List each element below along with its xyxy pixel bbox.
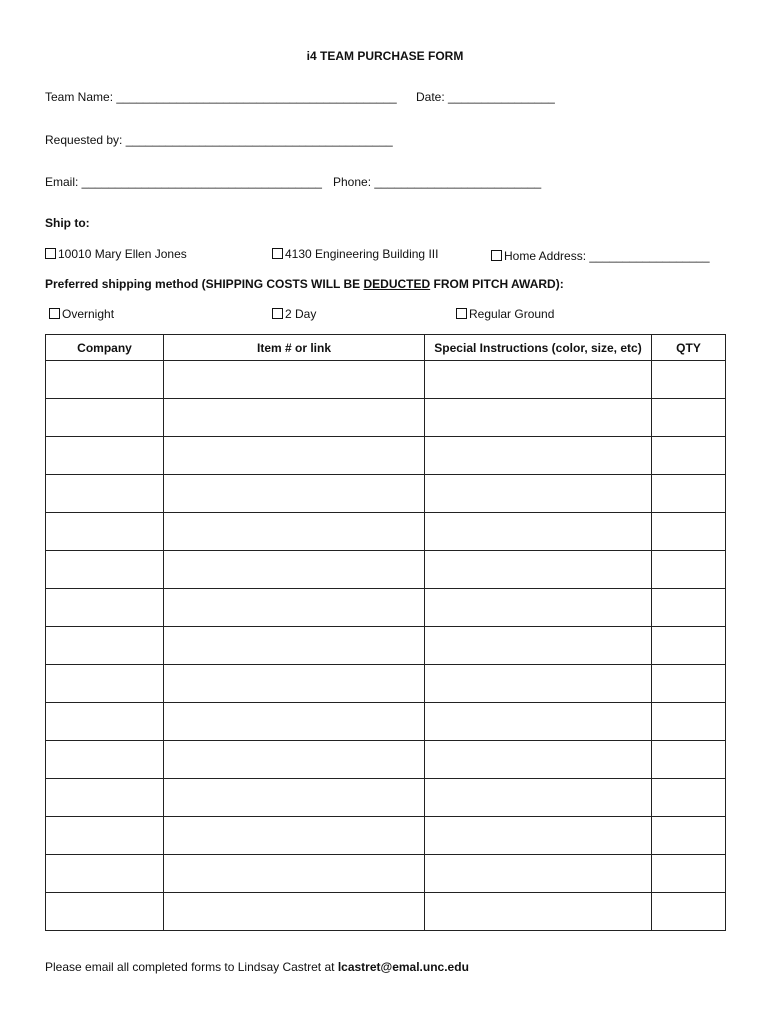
shipping-method-suffix: FROM PITCH AWARD): xyxy=(430,277,564,291)
table-row xyxy=(46,589,726,627)
footer-email-link[interactable]: lcastret@emal.unc.edu xyxy=(337,960,469,974)
instructions-cell[interactable] xyxy=(425,665,652,703)
requested-by-field[interactable]: Requested by: ________________________________________ xyxy=(45,133,393,147)
checkbox-icon[interactable] xyxy=(45,248,56,259)
purchase-items-table xyxy=(45,334,726,931)
table-row xyxy=(46,513,726,551)
column-header-company: Company xyxy=(46,335,164,361)
item-cell[interactable] xyxy=(164,817,425,855)
qty-cell[interactable] xyxy=(652,361,726,399)
qty-cell[interactable] xyxy=(652,475,726,513)
qty-cell[interactable] xyxy=(652,893,726,931)
instructions-cell[interactable] xyxy=(425,627,652,665)
item-cell[interactable] xyxy=(164,627,425,665)
instructions-cell[interactable] xyxy=(425,589,652,627)
team-name-field[interactable]: Team Name: __________________________________________ xyxy=(45,90,397,104)
table-row xyxy=(46,475,726,513)
instructions-cell[interactable] xyxy=(425,817,652,855)
checkbox-icon[interactable] xyxy=(49,308,60,319)
company-cell[interactable] xyxy=(46,741,164,779)
checkbox-icon[interactable] xyxy=(272,248,283,259)
company-cell[interactable] xyxy=(46,551,164,589)
ship-option-label: 10010 Mary Ellen Jones xyxy=(58,247,187,261)
instructions-cell[interactable] xyxy=(425,893,652,931)
ship-option-home-address[interactable] xyxy=(491,249,710,263)
qty-cell[interactable] xyxy=(652,855,726,893)
checkbox-icon[interactable] xyxy=(491,250,502,261)
shipping-option-regular-ground[interactable] xyxy=(456,307,554,321)
qty-cell[interactable] xyxy=(652,665,726,703)
company-cell[interactable] xyxy=(46,475,164,513)
company-cell[interactable] xyxy=(46,627,164,665)
qty-cell[interactable] xyxy=(652,817,726,855)
table-header-row xyxy=(46,335,726,361)
checkbox-icon[interactable] xyxy=(272,308,283,319)
shipping-method-prefix: Preferred shipping method (SHIPPING COSTS WILL BE xyxy=(45,277,364,291)
shipping-option-overnight[interactable] xyxy=(49,307,114,321)
footer-text: Please email all completed forms to Lindsay Castret at xyxy=(45,960,338,974)
item-cell[interactable] xyxy=(164,665,425,703)
shipping-option-label: 2 Day xyxy=(285,307,317,321)
company-cell[interactable] xyxy=(46,399,164,437)
ship-option-label: 4130 Engineering Building III xyxy=(285,247,439,261)
qty-cell[interactable] xyxy=(652,627,726,665)
qty-cell[interactable] xyxy=(652,741,726,779)
ship-option-mary-ellen-jones[interactable] xyxy=(45,247,187,261)
qty-cell[interactable] xyxy=(652,513,726,551)
qty-cell[interactable] xyxy=(652,437,726,475)
email-field[interactable]: Email: ____________________________________ xyxy=(45,175,322,189)
table-row xyxy=(46,779,726,817)
instructions-cell[interactable] xyxy=(425,399,652,437)
table-row xyxy=(46,703,726,741)
table-row xyxy=(46,627,726,665)
checkbox-icon[interactable] xyxy=(456,308,467,319)
form-title: i4 TEAM PURCHASE FORM xyxy=(306,49,464,63)
qty-cell[interactable] xyxy=(652,589,726,627)
ship-option-label: Home Address: __________________ xyxy=(504,249,710,263)
column-header-item: Item # or link xyxy=(164,335,425,361)
company-cell[interactable] xyxy=(46,437,164,475)
date-field[interactable]: Date: ________________ xyxy=(416,90,555,104)
item-cell[interactable] xyxy=(164,893,425,931)
item-cell[interactable] xyxy=(164,475,425,513)
qty-cell[interactable] xyxy=(652,399,726,437)
item-cell[interactable] xyxy=(164,741,425,779)
table-row xyxy=(46,855,726,893)
company-cell[interactable] xyxy=(46,665,164,703)
table-row xyxy=(46,893,726,931)
ship-option-engineering-building[interactable] xyxy=(272,247,438,261)
item-cell[interactable] xyxy=(164,551,425,589)
company-cell[interactable] xyxy=(46,779,164,817)
company-cell[interactable] xyxy=(46,703,164,741)
item-cell[interactable] xyxy=(164,361,425,399)
instructions-cell[interactable] xyxy=(425,361,652,399)
instructions-cell[interactable] xyxy=(425,437,652,475)
instructions-cell[interactable] xyxy=(425,855,652,893)
footer-note xyxy=(45,960,469,974)
column-header-special-instructions: Special Instructions (color, size, etc) xyxy=(425,335,652,361)
instructions-cell[interactable] xyxy=(425,703,652,741)
qty-cell[interactable] xyxy=(652,779,726,817)
item-cell[interactable] xyxy=(164,513,425,551)
instructions-cell[interactable] xyxy=(425,513,652,551)
company-cell[interactable] xyxy=(46,817,164,855)
company-cell[interactable] xyxy=(46,361,164,399)
shipping-method-label xyxy=(45,277,564,291)
column-header-qty: QTY xyxy=(652,335,726,361)
instructions-cell[interactable] xyxy=(425,741,652,779)
item-cell[interactable] xyxy=(164,399,425,437)
phone-field[interactable]: Phone: _________________________ xyxy=(333,175,542,189)
qty-cell[interactable] xyxy=(652,703,726,741)
table-row xyxy=(46,665,726,703)
company-cell[interactable] xyxy=(46,855,164,893)
item-cell[interactable] xyxy=(164,779,425,817)
item-cell[interactable] xyxy=(164,855,425,893)
shipping-method-emphasis: DEDUCTED xyxy=(363,277,431,291)
company-cell[interactable] xyxy=(46,893,164,931)
shipping-option-2-day[interactable] xyxy=(272,307,316,321)
ship-to-label: Ship to: xyxy=(45,216,90,230)
instructions-cell[interactable] xyxy=(425,779,652,817)
instructions-cell[interactable] xyxy=(425,551,652,589)
qty-cell[interactable] xyxy=(652,551,726,589)
item-cell[interactable] xyxy=(164,437,425,475)
item-cell[interactable] xyxy=(164,703,425,741)
table-row xyxy=(46,741,726,779)
table-row xyxy=(46,361,726,399)
item-cell[interactable] xyxy=(164,589,425,627)
company-cell[interactable] xyxy=(46,589,164,627)
company-cell[interactable] xyxy=(46,513,164,551)
shipping-option-label: Regular Ground xyxy=(469,307,555,321)
shipping-option-label: Overnight xyxy=(62,307,115,321)
table-row xyxy=(46,817,726,855)
table-row xyxy=(46,437,726,475)
table-row xyxy=(46,399,726,437)
instructions-cell[interactable] xyxy=(425,475,652,513)
table-row xyxy=(46,551,726,589)
